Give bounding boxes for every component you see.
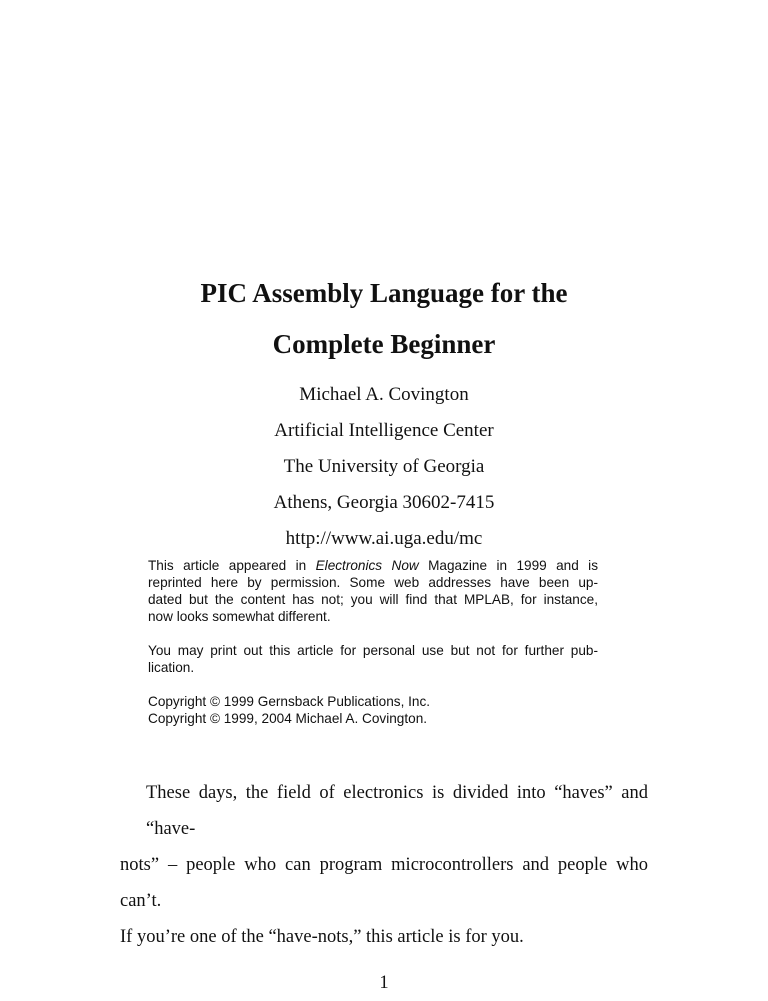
- note-line: [148, 557, 598, 574]
- body-line: nots” – people who can program microcontrollers and people who can’t.: [120, 855, 648, 911]
- body-paragraph: [120, 775, 648, 955]
- page-number: 1: [379, 973, 389, 993]
- note-line: now looks somewhat different.: [148, 609, 331, 624]
- note-line: reprinted here by permission. Some web addresses have been up-: [148, 575, 598, 590]
- title-line-2: Complete Beginner: [272, 329, 496, 359]
- author-address: Athens, Georgia 30602-7415: [273, 492, 495, 513]
- copyright-paragraph: [148, 693, 598, 727]
- note-text: This article appeared in: [148, 558, 316, 573]
- body-line: These days, the field of electronics is divided into “haves” and “have-: [146, 783, 648, 839]
- author-url[interactable]: http://www.ai.uga.edu/mc: [285, 528, 483, 549]
- author-affiliation: Artificial Intelligence Center: [274, 420, 494, 441]
- reprint-paragraph: [148, 557, 598, 625]
- copyright-line: Copyright © 1999 Gernsback Publications, Inc.: [148, 694, 431, 709]
- copyright-line: Copyright © 1999, 2004 Michael A. Covington.: [148, 711, 428, 726]
- author-block: [0, 377, 768, 557]
- author-university: The University of Georgia: [283, 456, 485, 477]
- note-text: Magazine in 1999 and is: [418, 558, 599, 573]
- note-line: lication.: [148, 660, 195, 675]
- body-line: If you’re one of the “have-nots,” this article is for you.: [120, 927, 524, 947]
- note-line: dated but the content has not; you will find that MPLAB, for instance,: [148, 592, 598, 607]
- permission-paragraph: [148, 642, 598, 676]
- magazine-name: Electronics Now: [315, 558, 419, 573]
- title-line-1: PIC Assembly Language for the: [200, 278, 568, 308]
- reprint-note: [148, 557, 598, 727]
- note-line: You may print out this article for personal use but not for further pub-: [148, 643, 598, 658]
- author-name: Michael A. Covington: [299, 384, 469, 405]
